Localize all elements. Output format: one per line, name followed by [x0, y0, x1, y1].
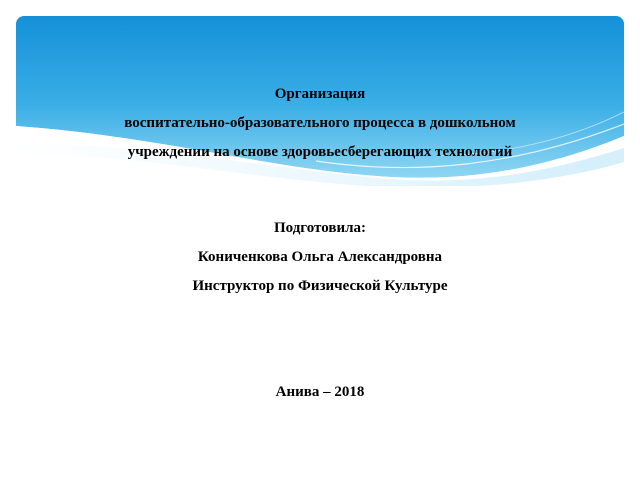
author-position: Инструктор по Физической Культуре	[192, 278, 448, 294]
place-year	[0, 378, 640, 407]
title-line-2: воспитательно-образовательного процесса в дошкольном	[124, 115, 516, 131]
prepared-by-label: Подготовила:	[273, 220, 366, 236]
title-line-1: Организация	[274, 86, 366, 102]
author-info	[0, 214, 640, 301]
place-year-text: Анива – 2018	[275, 384, 365, 400]
author-name: Кониченкова Ольга Александровна	[197, 249, 443, 265]
slide-title	[0, 80, 640, 167]
title-line-3: учреждении на основе здоровьесберегающих технологий	[127, 144, 513, 160]
